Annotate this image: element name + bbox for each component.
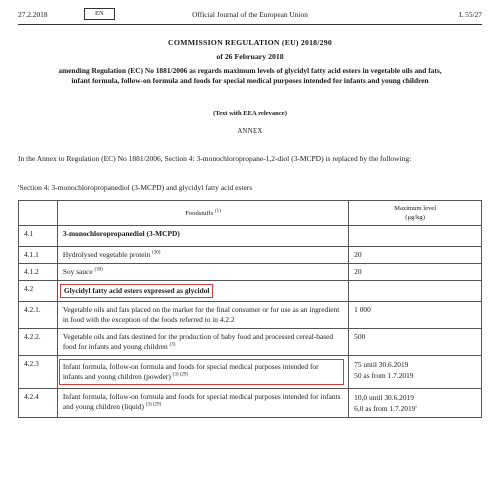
language-badge: EN: [84, 8, 115, 20]
row-number: 4.2: [19, 281, 58, 302]
eea-relevance: (Text with EEA relevance): [213, 110, 287, 117]
row-number: 4.1.1: [19, 247, 58, 264]
section-title: 'Section 4: 3-monochloropropanediol (3-MCPD) and glycidyl fatty acid esters: [18, 183, 253, 192]
table-row: [19, 247, 482, 264]
foodstuffs-footnote: (1): [214, 208, 221, 214]
max-level-label: Maximum level: [394, 205, 437, 212]
header-cell-foodstuffs: [57, 201, 348, 226]
row-level: 500: [349, 329, 482, 356]
table-row: [19, 389, 482, 418]
row-level: 1 000: [349, 302, 482, 329]
journal-name: Official Journal of the European Union: [192, 10, 308, 19]
table-row: [19, 264, 482, 281]
journal-header: [18, 9, 482, 23]
row-foodstuff: [57, 356, 348, 389]
regulation-title: COMMISSION REGULATION (EU) 2018/290: [168, 38, 332, 47]
maximum-levels-table: [18, 200, 482, 418]
row-number: 4.2.3: [19, 356, 58, 389]
table-row: [19, 329, 482, 356]
row-foodstuff: Soy sauce $^{(30)}$: [57, 264, 348, 281]
table-row: [19, 226, 482, 247]
page-number: L 55/27: [459, 10, 482, 19]
row-level: 10,0 until 30.6.2019 6,0 as from 1.7.2019': [349, 389, 482, 418]
intro-paragraph: In the Annex to Regulation (EC) No 1881/2006, Section 4: 3-monochloropropane-1,2-diol (3-MCPD) is replaced by the following:: [18, 154, 412, 163]
header-date: 27.2.2018: [18, 10, 48, 19]
row-foodstuff: 3-monochloropropanediol (3-MCPD): [57, 226, 348, 247]
row-number: 4.2.2.: [19, 329, 58, 356]
header-cell-number: [19, 201, 58, 226]
row-number: 4.2.1.: [19, 302, 58, 329]
annex-heading: ANNEX: [237, 128, 263, 135]
row-number: 4.1: [19, 226, 58, 247]
row-foodstuff: Infant formula, follow-on formula and foods for special medical purposes intended for infants and young children (liquid) $^{(3) (29)}$: [57, 389, 348, 418]
row-number: 4.1.2: [19, 264, 58, 281]
row-level: 20: [349, 247, 482, 264]
regulation-date: of 26 February 2018: [216, 52, 284, 61]
table-row: [19, 281, 482, 302]
highlight-infant-formula-powder: Infant formula, follow-on formula and foods for special medical purposes intended for infants and young children (powder) $^{(3) (29)}$: [59, 359, 344, 385]
foodstuffs-label: Foodstuffs: [185, 210, 214, 217]
highlight-glycidyl-heading: Glycidyl fatty acid esters expressed as glycidol: [60, 284, 214, 298]
row-level: 75 until 30.6.2019 50 as from 1.7.2019: [349, 356, 482, 389]
row-foodstuff: Vegetable oils and fats placed on the market for the final consumer or for use as an ingredient in food with the exception of the foods referred to in 4.2.2: [57, 302, 348, 329]
table-header-row: [19, 201, 482, 226]
row-level: [349, 281, 482, 302]
row-level: [349, 226, 482, 247]
max-level-unit: (μg/kg): [405, 214, 425, 221]
row-number: 4.2.4: [19, 389, 58, 418]
regulation-purpose: amending Regulation (EC) No 1881/2006 as regards maximum levels of glycidyl fatty acid esters in vegetable oils and fats, infant formula, follow-on formula and foods for special medical purposes intended for infants and young children: [58, 66, 442, 85]
row-foodstuff: [57, 281, 348, 302]
table-row: [19, 356, 482, 389]
table-row: [19, 302, 482, 329]
header-rule: [18, 24, 482, 25]
header-cell-max-level: [349, 201, 482, 226]
row-foodstuff: Vegetable oils and fats destined for the production of baby food and processed cereal-based food for infants and young children $^{(3)}$: [57, 329, 348, 356]
row-foodstuff: Hydrolysed vegetable protein $^{(30)}$: [57, 247, 348, 264]
row-level: 20: [349, 264, 482, 281]
